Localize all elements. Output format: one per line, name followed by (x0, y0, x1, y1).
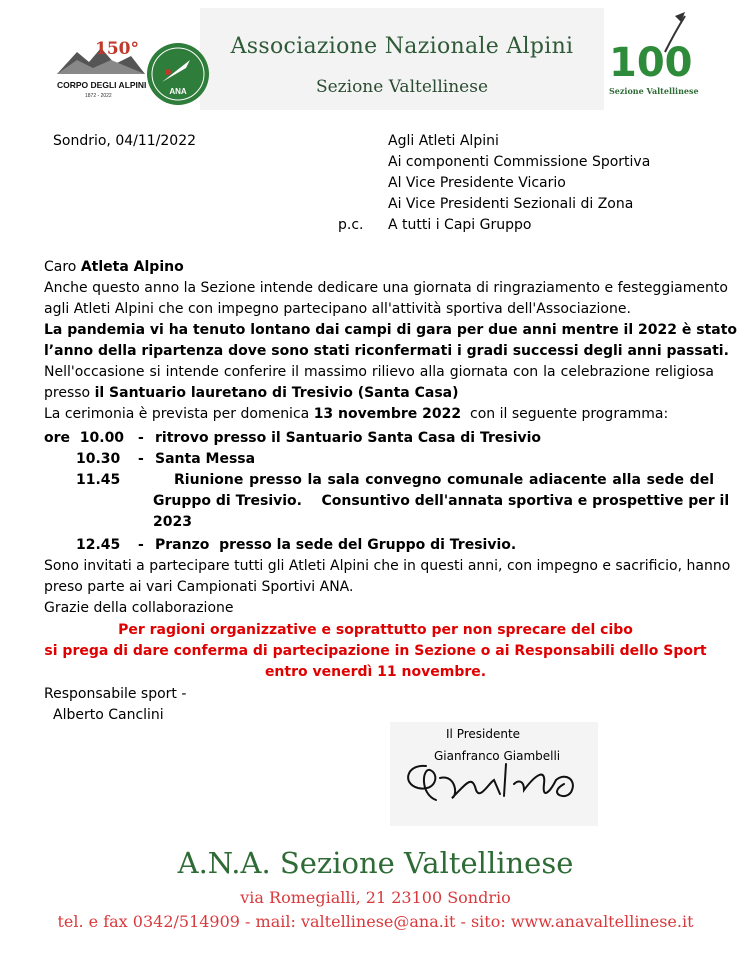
schedule-dash-2: - (138, 451, 144, 467)
alpini-150-logo (55, 38, 147, 100)
ana-logo-text: ANA (169, 87, 187, 96)
para1-line2: agli Atleti Alpini che con impegno partecipano all'attività sportiva dell'Associazione. (44, 301, 631, 317)
para3: La cerimonia è prevista per domenica 13 novembre 2022 con il seguente programma: (44, 406, 669, 422)
centenary-100-logo (605, 12, 701, 102)
recipient-2: Ai componenti Commissione Sportiva (388, 154, 651, 170)
greeting: Caro Atleta Alpino (44, 259, 184, 275)
logo-150-text: 150° (95, 39, 139, 59)
para4-line1: Sono invitati a partecipare tutti gli Atleti Alpini che in questi anni, con impegno e sacrificio, hanno (44, 558, 731, 574)
schedule-text-2: Santa Messa (155, 451, 256, 467)
schedule-time-2: 10.30 (76, 451, 121, 467)
logo-100-text: 100 (609, 40, 693, 86)
ana-logo (146, 42, 210, 106)
recipient-1: Agli Atleti Alpini (388, 133, 499, 149)
para4-line2: preso parte ai vari Campionati Sportivi ANA. (44, 579, 354, 595)
para2-line2: presso il Santuario lauretano di Tresivio (Santa Casa) (44, 385, 459, 401)
handwritten-signature (396, 744, 596, 818)
bold-line2: l’anno della ripartenza dove sono stati riconfermati i gradi successi degli anni passati. (44, 343, 729, 359)
para1-line1: Anche questo anno la Sezione intende dedicare una giornata di ringraziamento e festeggiamento (44, 280, 728, 296)
para2-line1: Nell'occasione si intende conferire il massimo rilievo alla giornata con la celebrazione religiosa (44, 364, 714, 380)
schedule-text-3-line1: Riunione presso la sala convegno comunale adiacente alla sede del (174, 472, 714, 488)
notice-line1: Per ragioni organizzative e soprattutto per non sprecare del cibo (118, 622, 633, 638)
schedule-text-3-line2: Gruppo di Tresivio. Consuntivo dell'annata sportiva e prospettive per il (153, 493, 730, 509)
resp-label: Responsabile sport - (44, 686, 187, 702)
schedule-time-1: ore 10.00 (44, 430, 125, 446)
schedule-text-3-line3: 2023 (153, 514, 192, 530)
place-date: Sondrio, 04/11/2022 (53, 133, 197, 149)
schedule-dash-4: - (138, 537, 144, 553)
logo-150-years: 1872 - 2022 (85, 93, 112, 99)
footer-address: via Romegialli, 21 23100 Sondrio (240, 888, 511, 907)
schedule-time-3: 11.45 (76, 472, 121, 488)
recipient-4: Ai Vice Presidenti Sezionali di Zona (388, 196, 634, 212)
notice-line3: entro venerdì 11 novembre. (264, 664, 487, 680)
thanks: Grazie della collaborazione (44, 600, 234, 616)
notice-line2: si prega di dare conferma di partecipazione in Sezione o ai Responsabili dello Sport (44, 643, 707, 659)
resp-name: Alberto Canclini (53, 707, 164, 723)
president-name: Gianfranco Giambelli (434, 749, 561, 763)
recipient-3: Al Vice Presidente Vicario (388, 175, 566, 191)
pc-label: p.c. (338, 217, 364, 233)
schedule-text-1: ritrovo presso il Santuario Santa Casa di Tresivio (155, 430, 542, 446)
schedule-text-4: Pranzo presso la sede del Gruppo di Tresivio. (155, 537, 517, 553)
bold-line1: La pandemia vi ha tenuto lontano dai campi di gara per due anni mentre il 2022 è stato (44, 322, 738, 338)
schedule-dash-1: - (138, 430, 144, 446)
recipient-5: A tutti i Capi Gruppo (388, 217, 532, 233)
schedule-time-4: 12.45 (76, 537, 121, 553)
header-title: Associazione Nazionale Alpini (230, 34, 574, 59)
footer-org: A.N.A. Sezione Valtellinese (177, 846, 574, 880)
footer-contacts: tel. e fax 0342/514909 - mail: valtellinese@ana.it - sito: www.anavaltellinese.it (57, 912, 694, 931)
logo-100-caption: Sezione Valtellinese (609, 86, 699, 96)
president-label: Il Presidente (446, 727, 521, 741)
header-subtitle: Sezione Valtellinese (315, 77, 489, 97)
logo-150-caption: CORPO DEGLI ALPINI (57, 80, 147, 90)
